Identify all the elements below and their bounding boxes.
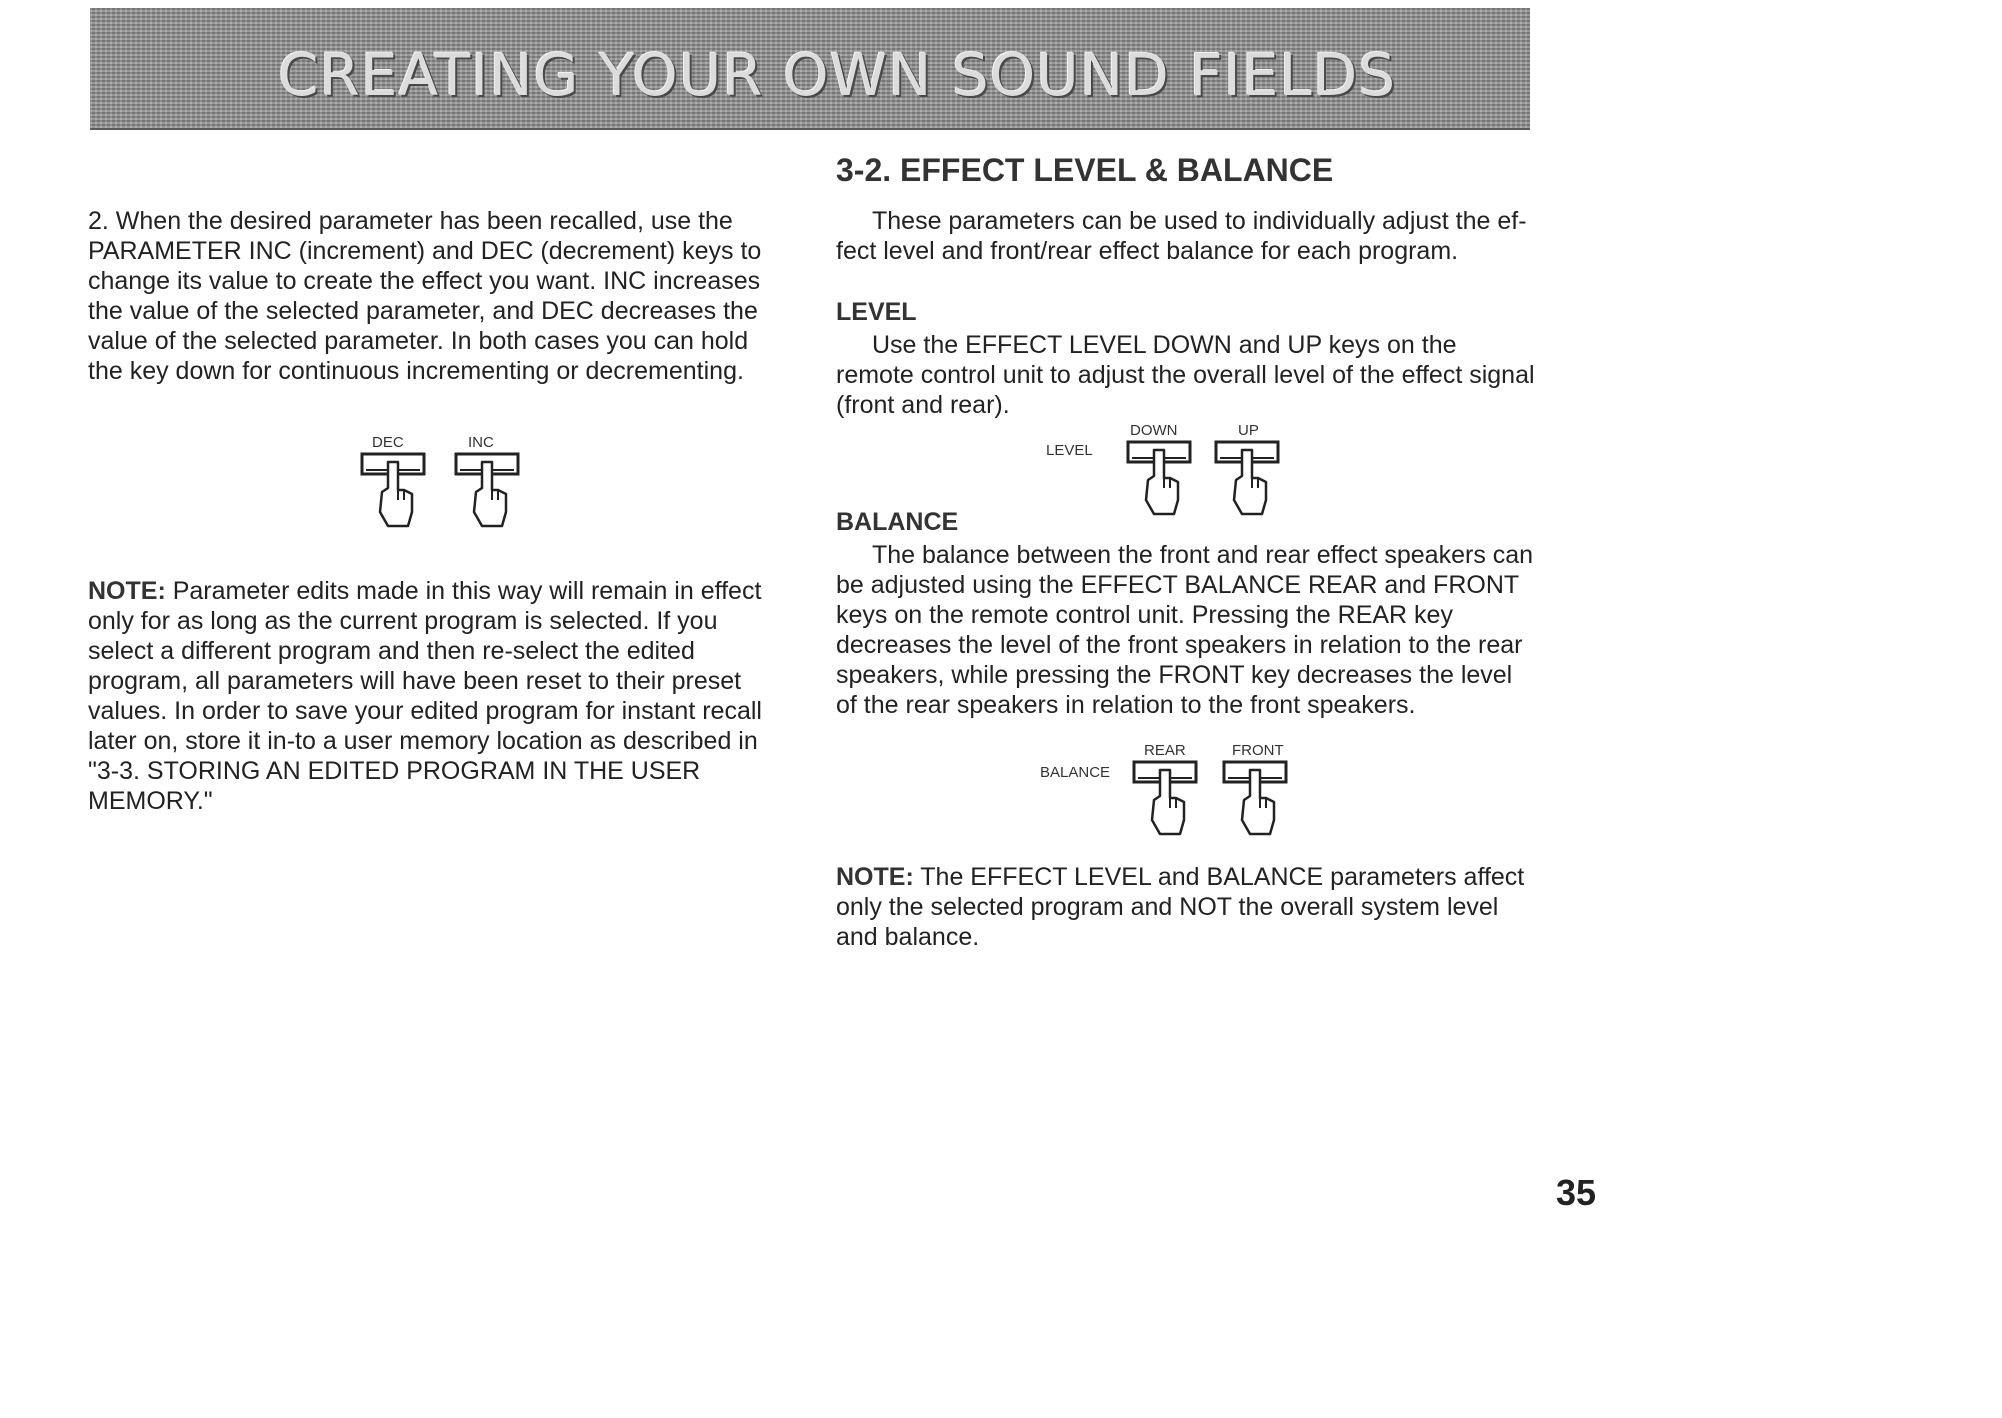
front-key-press-icon (1222, 760, 1288, 840)
level-heading: LEVEL (836, 298, 917, 326)
section-title: 3-2. EFFECT LEVEL & BALANCE (836, 152, 1334, 188)
up-key-press-icon (1214, 440, 1280, 520)
left-note-label: NOTE: (88, 577, 166, 605)
left-note-text: Parameter edits made in this way will remain in effect only for as long as the current program is selected. If you select a different program and then re-select the edited program, all parameters will have been reset to their preset values. In order to save your edited program for instant recall later on, store it in-to a user memory location as described in "3-3. STORING AN EDITED PROGRAM IN THE USER MEMORY." (88, 577, 762, 815)
rear-key-label: REAR (1144, 742, 1186, 759)
inc-key-label: INC (468, 434, 494, 451)
right-note-text: The EFFECT LEVEL and BALANCE parameters affect only the selected program and NOT the overall system level and balance. (836, 863, 1525, 951)
dec-key-press-icon (360, 452, 426, 532)
balance-heading: BALANCE (836, 508, 959, 536)
down-key-press-icon (1126, 440, 1192, 520)
rear-key-press-icon (1132, 760, 1198, 840)
front-key-label: FRONT (1232, 742, 1284, 759)
page-number: 35 (1556, 1172, 1597, 1213)
balance-text: The balance between the front and rear effect speakers can be adjusted using the EFFECT BALANCE REAR and FRONT keys on the remote control unit. Pressing the REAR key decreases the level of the front speakers in relation to the rear speakers, while pressing the FRONT key decreases the level of the rear speakers in relation to the front speakers. (836, 541, 1534, 719)
up-key-label: UP (1238, 422, 1259, 439)
down-key-label: DOWN (1130, 422, 1178, 439)
page-title: CREATING YOUR OWN SOUND FIELDS (278, 41, 1397, 109)
inc-key-press-icon (454, 452, 520, 532)
level-key-group-label: LEVEL (1046, 442, 1093, 459)
right-note-label: NOTE: (836, 863, 914, 891)
right-note (836, 862, 1536, 952)
left-note (88, 576, 788, 816)
dec-key-label: DEC (372, 434, 404, 451)
section-intro: These parameters can be used to individually adjust the ef-fect level and front/rear effect balance for each program. (836, 207, 1527, 265)
level-text: Use the EFFECT LEVEL DOWN and UP keys on the remote control unit to adjust the overall level of the effect signal (front and rear). (836, 331, 1535, 419)
step-2-text: 2. When the desired parameter has been recalled, use the PARAMETER INC (increment) and DEC (decrement) keys to change its value to create the effect you want. INC increases the value of the selected parameter, and DEC decreases the value of the selected parameter. In both cases you can hold the key down for continuous incrementing or decrementing. (88, 207, 762, 385)
balance-key-group-label: BALANCE (1040, 764, 1111, 781)
